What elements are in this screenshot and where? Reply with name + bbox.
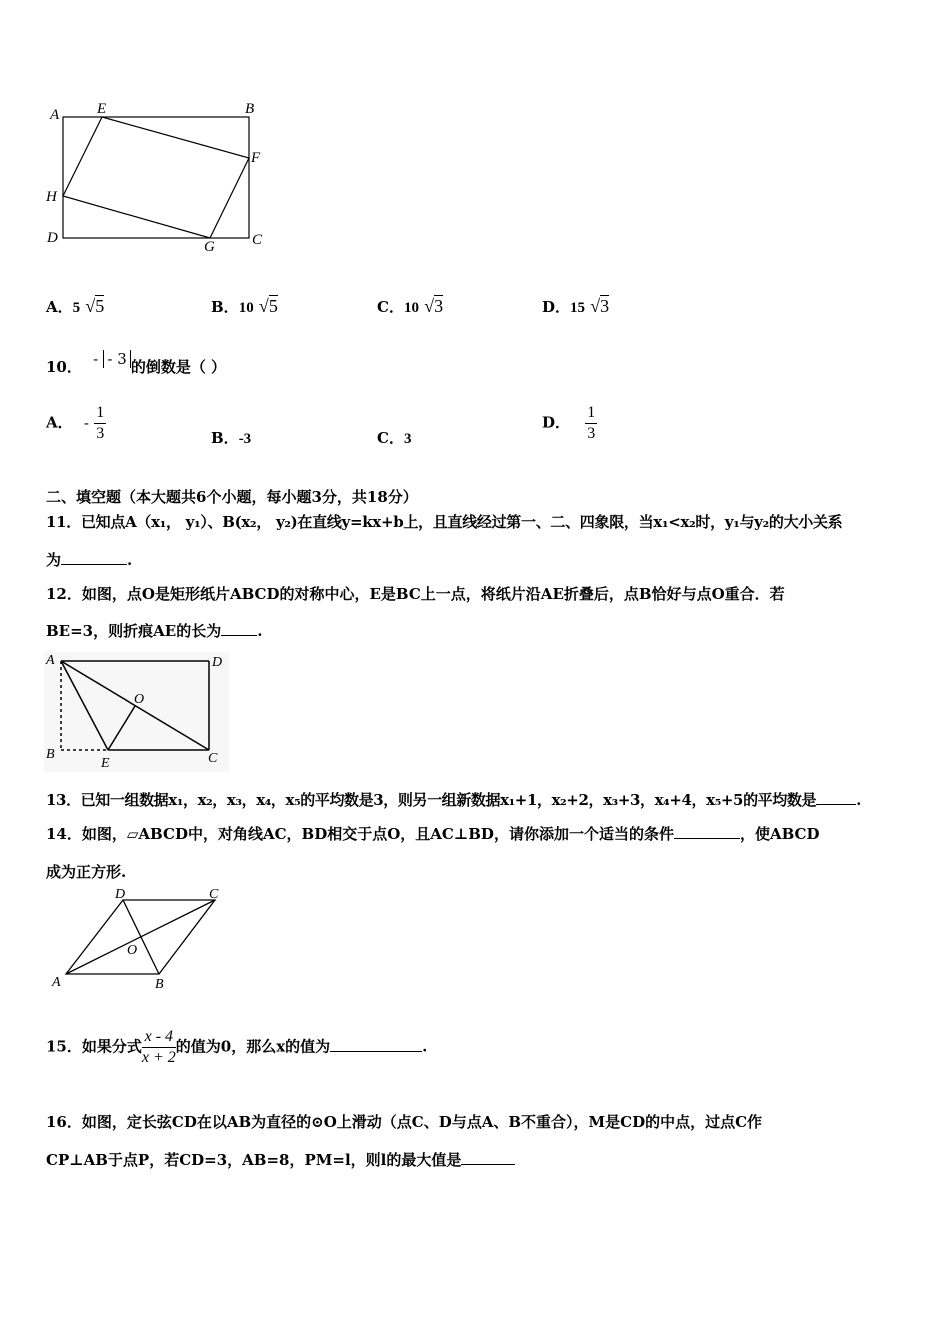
- q10-stem: 10． - - 3 的倒数是（ ）: [46, 350, 227, 376]
- label-E: E: [97, 101, 107, 117]
- q11-line1: 11．已知点A（x₁， y₁）、B(x₂， y₂)在直线y=kx+b上，且直线经过第一、二、四象限，当x₁<x₂时，y₁与y₂的大小关系: [46, 513, 843, 531]
- q11-line2: 为 .: [46, 551, 133, 569]
- label-E: E: [101, 756, 110, 771]
- q12-figure: [44, 652, 229, 772]
- q11-answer-blank[interactable]: [61, 564, 127, 565]
- q16-line2: CP⊥AB于点P，若CD=3，AB=8，PM=l，则l的最大值是: [46, 1150, 515, 1170]
- q9-option-a: A．5 √5: [46, 296, 105, 316]
- q16-line1: 16．如图，定长弦CD在以AB为直径的⊙O上滑动（点C、D与点A、B不重合），M是CD的中点，过点C作: [46, 1113, 763, 1131]
- q9-option-d: D．15 √3: [542, 296, 610, 316]
- q14-line2: 成为正方形.: [46, 863, 127, 881]
- label-B: B: [46, 747, 55, 762]
- label-A: A: [50, 107, 60, 123]
- q9-option-c: C．10 √3: [377, 296, 444, 316]
- label-B: B: [155, 977, 164, 992]
- label-A: A: [46, 653, 55, 668]
- section-title: 二、填空题（本大题共6个小题，每小题3分，共18分）: [46, 488, 418, 506]
- q15-fraction: $\frac{x - 4}{x + 2}$: [141, 1028, 176, 1066]
- q13-answer-blank[interactable]: [816, 804, 856, 805]
- q15-answer-blank[interactable]: [330, 1051, 422, 1052]
- q14-answer-blank[interactable]: [674, 838, 740, 839]
- label-F: F: [251, 150, 261, 166]
- label-O: O: [134, 692, 145, 707]
- label-O: O: [127, 943, 138, 958]
- q10-option-b: B．-3: [211, 429, 252, 447]
- label-C: C: [208, 751, 218, 766]
- label-G: G: [204, 239, 215, 255]
- label-D: D: [47, 230, 58, 246]
- label-C: C: [252, 232, 263, 248]
- q12-line2: BE=3，则折痕AE的长为 .: [46, 622, 263, 640]
- q15-line: 15．如果分式 $\frac{x - 4}{x + 2}$ 的值为0，那么x的值为 .: [46, 1028, 428, 1066]
- q13-line: 13．已知一组数据x₁，x₂，x₃，x₄，x₅的平均数是3，则另一组新数据x₁+1，x₂+2，x₃+3，x₄+4，x₅+5的平均数是 .: [46, 791, 861, 809]
- q10-option-c: C．3: [377, 429, 412, 447]
- q9-figure: [40, 95, 280, 255]
- q16-answer-blank[interactable]: [461, 1164, 515, 1165]
- q10-option-a: A． - $\frac{1}{3}$: [46, 404, 105, 442]
- q12-answer-blank[interactable]: [221, 635, 257, 636]
- q9-option-b: B．10 √5: [211, 296, 278, 316]
- label-D: D: [212, 655, 223, 670]
- q10-option-d: D． $\frac{1}{3}$: [542, 404, 596, 442]
- label-C: C: [209, 887, 219, 902]
- label-A: A: [52, 975, 61, 990]
- q12-line1: 12．如图，点O是矩形纸片ABCD的对称中心，E是BC上一点，将纸片沿AE折叠后，点B恰好与点O重合．若: [46, 585, 785, 603]
- label-B: B: [245, 101, 255, 117]
- q14-figure: [46, 886, 236, 996]
- q14-line1: 14．如图，▱ABCD中，对角线AC，BD相交于点O，且AC⊥BD，请你添加一个适当的条件 ，使ABCD: [46, 825, 820, 843]
- label-D: D: [115, 887, 126, 902]
- label-H: H: [46, 189, 57, 205]
